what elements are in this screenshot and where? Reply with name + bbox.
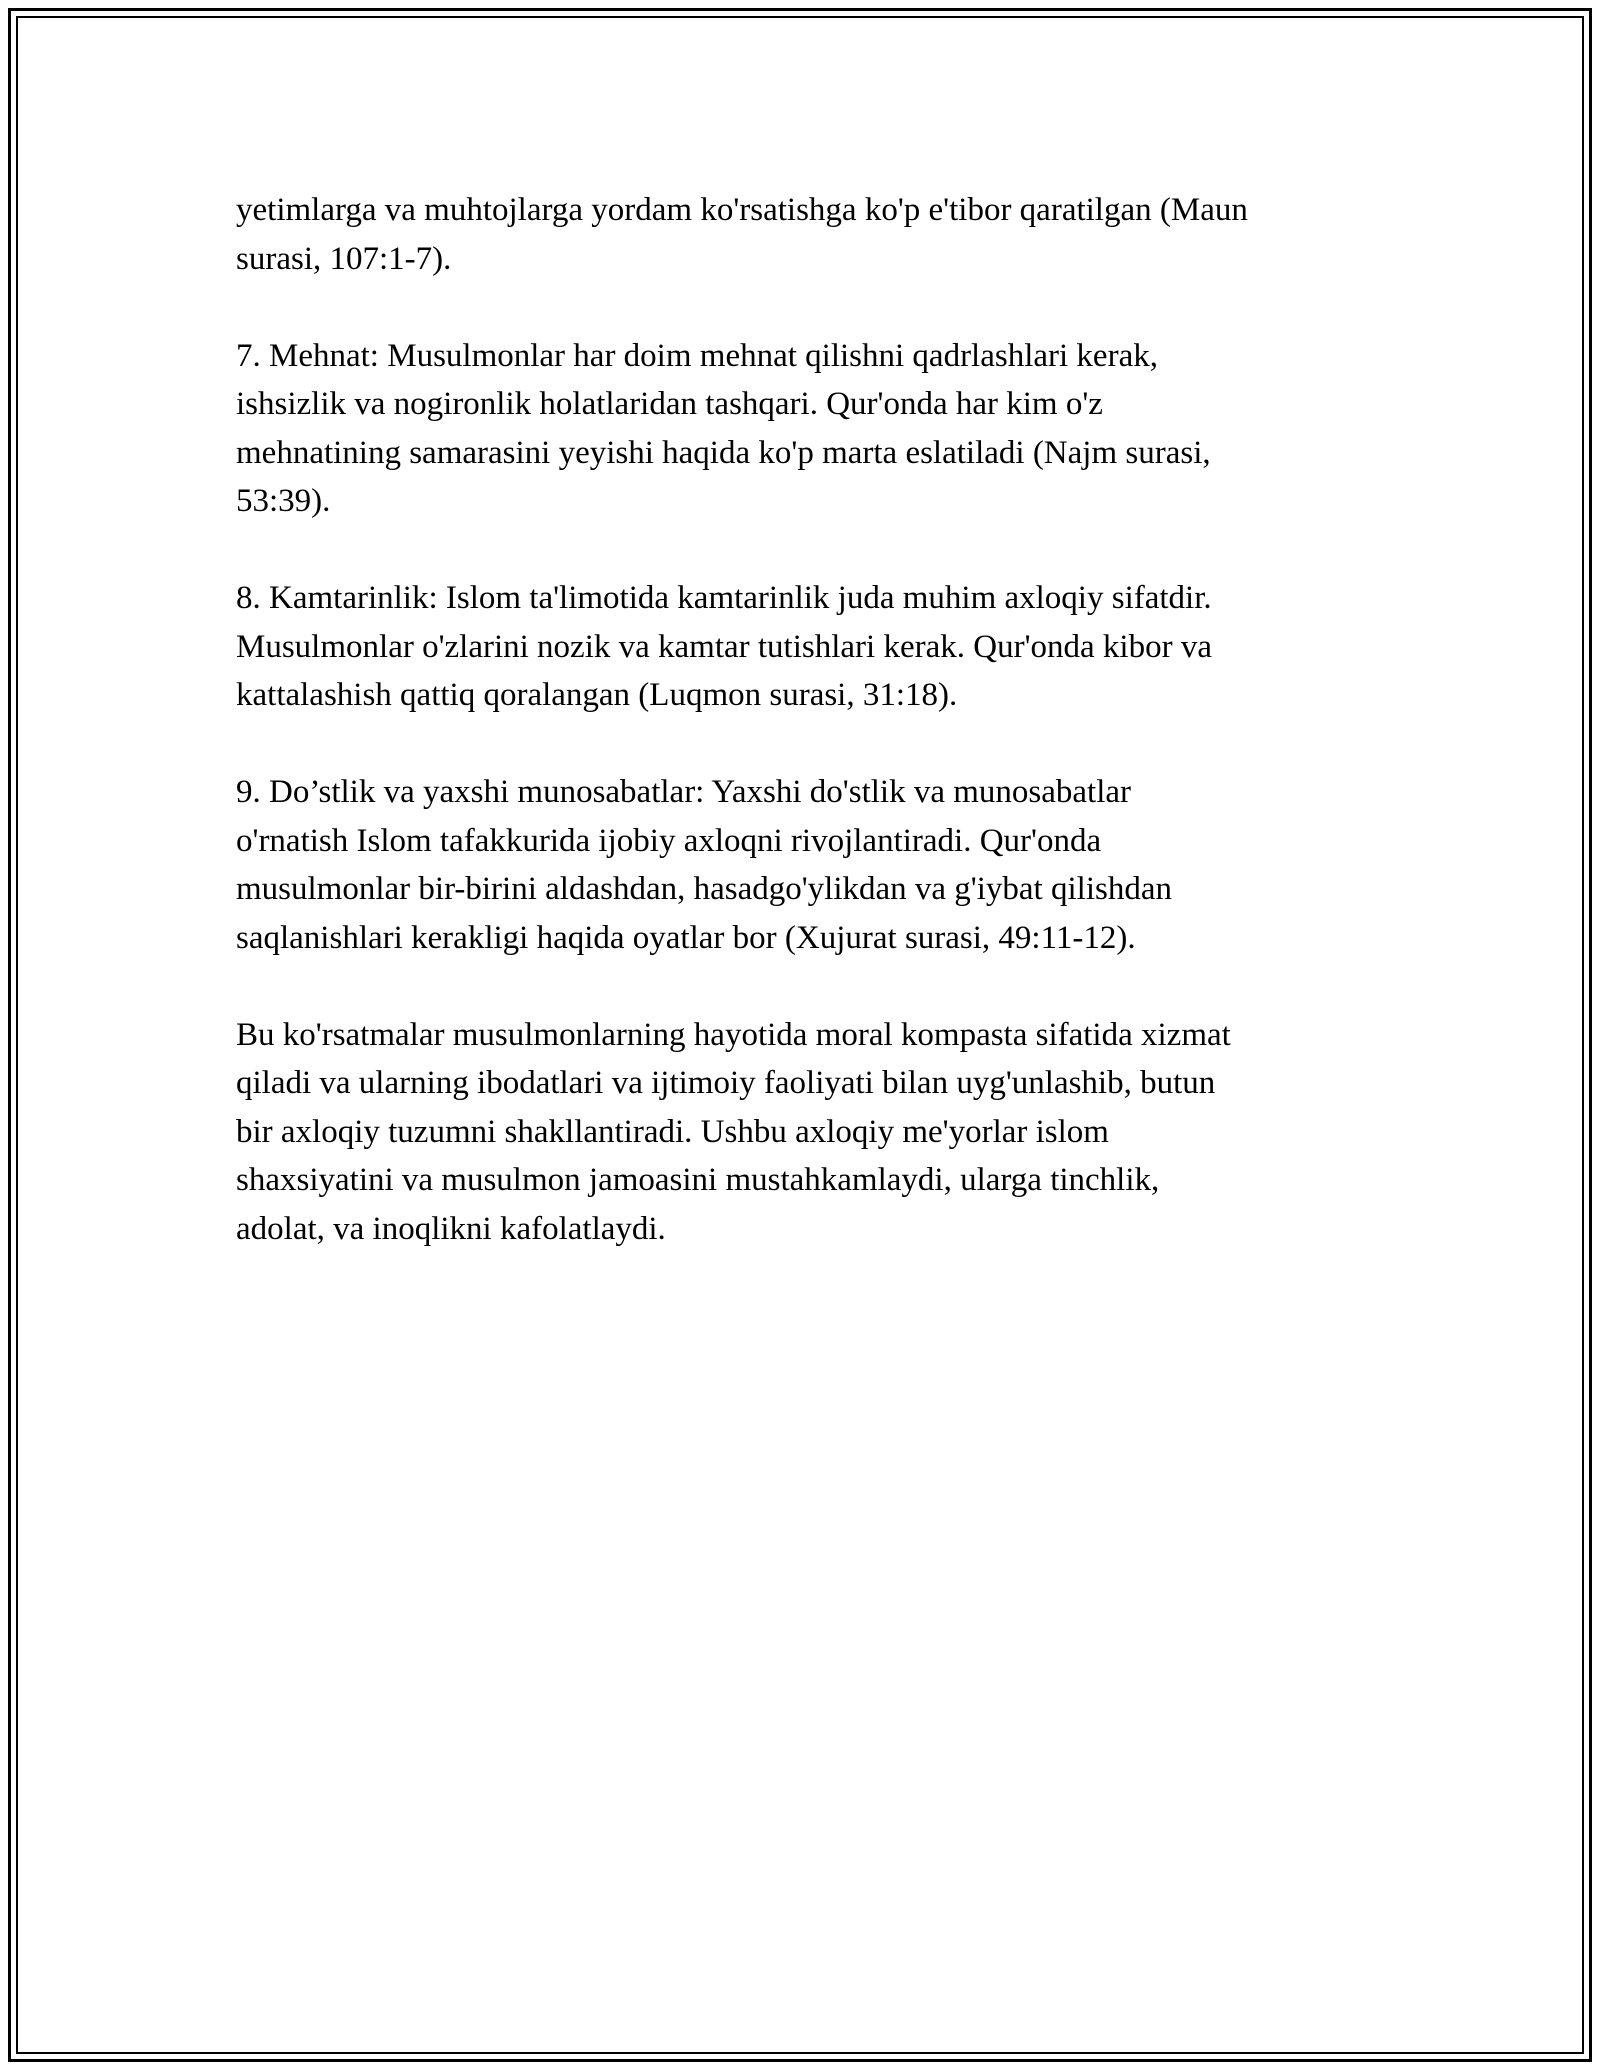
text-line: kattalashish qattiq qoralangan (Luqmon surasi, 31:18). — [236, 677, 958, 713]
text-line: bir axloqiy tuzumni shakllantiradi. Ushbu axloqiy me'yorlar islom — [236, 1113, 1109, 1150]
paragraph-continuation — [236, 186, 1376, 283]
text-line: ishsizlik va nogironlik holatlaridan tashqari. Qur'onda har kim o'z — [236, 386, 1103, 422]
text-line: 7. Mehnat: Musulmonlar har doim mehnat qilishni qadrlashlari kerak, — [236, 337, 1158, 374]
text-line: yetimlarga va muhtojlarga yordam ko'rsatishga ko'p e'tibor qaratilgan (Maun — [236, 192, 1248, 228]
text-line: adolat, va inoqlikni kafolatlaydi. — [236, 1210, 666, 1247]
paragraph-dostlik — [236, 768, 1376, 962]
text-line: shaxsiyatini va musulmon jamoasini mustahkamlaydi, ularga tinchlik, — [236, 1162, 1160, 1198]
paragraph-kamtarinlik — [236, 574, 1376, 720]
text-line: musulmonlar bir-birini aldashdan, hasadgo'ylikdan va g'iybat qilishdan — [236, 871, 1172, 907]
document-body — [236, 186, 1376, 1302]
paragraph-conclusion — [236, 1011, 1376, 1254]
text-line: Musulmonlar o'zlarini nozik va kamtar tutishlari kerak. Qur'onda kibor va — [236, 628, 1212, 665]
text-line: o'rnatish Islom tafakkurida ijobiy axloqni rivojlantiradi. Qur'onda — [236, 822, 1102, 859]
text-line: 53:39). — [236, 483, 331, 519]
text-line: saqlanishlari kerakligi haqida oyatlar bor (Xujurat surasi, 49:11-12). — [236, 919, 1136, 956]
text-line: surasi, 107:1-7). — [236, 240, 452, 277]
text-line: mehnatining samarasini yeyishi haqida ko'p marta eslatiladi (Najm surasi, — [236, 434, 1211, 471]
text-line: 8. Kamtarinlik: Islom ta'limotida kamtarinlik juda muhim axloqiy sifatdir. — [236, 580, 1212, 616]
paragraph-mehnat — [236, 332, 1376, 526]
text-line: 9. Do’stlik va yaxshi munosabatlar: Yaxshi do'stlik va munosabatlar — [236, 774, 1132, 810]
text-line: qiladi va ularning ibodatlari va ijtimoiy faoliyati bilan uyg'unlashib, butun — [236, 1065, 1216, 1101]
text-line: Bu ko'rsatmalar musulmonlarning hayotida moral kompasta sifatida xizmat — [236, 1016, 1231, 1053]
